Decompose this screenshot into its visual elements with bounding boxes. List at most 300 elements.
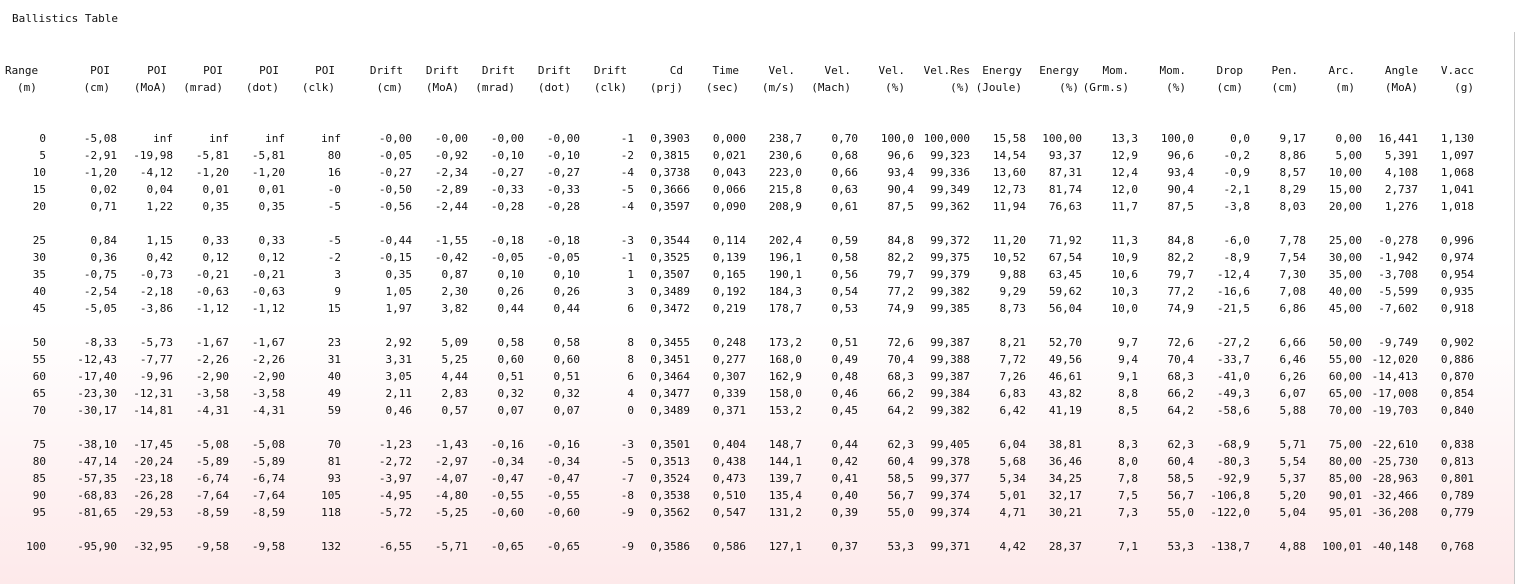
table-cell: -27,2 — [1216, 336, 1250, 349]
table-cell: 25 — [32, 234, 46, 247]
table-cell: -0,47 — [546, 472, 580, 485]
table-cell: -0,05 — [546, 251, 580, 264]
table-cell: 85,00 — [1328, 472, 1362, 485]
table-cell: 0,02 — [90, 183, 117, 196]
table-row — [0, 283, 1495, 300]
table-cell: -5 — [620, 455, 634, 468]
table-cell: 99,323 — [930, 149, 970, 162]
table-cell: 68,3 — [887, 370, 914, 383]
table-cell: 0,60 — [553, 353, 580, 366]
table-cell: 0,45 — [831, 404, 858, 417]
column-header-label: Drift — [593, 64, 627, 77]
table-cell: 215,8 — [768, 183, 802, 196]
table-cell: -3 — [620, 234, 634, 247]
table-cell: 6,66 — [1279, 336, 1306, 349]
table-cell: -0,50 — [378, 183, 412, 196]
table-cell: 8,0 — [1118, 455, 1138, 468]
table-cell: 0,3455 — [650, 336, 690, 349]
table-cell: 8,29 — [1279, 183, 1306, 196]
table-cell: 0,61 — [831, 200, 858, 213]
table-cell: 55 — [32, 353, 46, 366]
table-cell: 60,00 — [1328, 370, 1362, 383]
table-cell: 2,92 — [385, 336, 412, 349]
table-cell: 0,60 — [497, 353, 524, 366]
table-cell: 3 — [334, 268, 341, 281]
table-cell: 4,44 — [441, 370, 468, 383]
table-cell: 63,45 — [1048, 268, 1082, 281]
column-header-label: Angle — [1384, 64, 1418, 77]
table-cell: 0,192 — [712, 285, 746, 298]
table-cell: 0,10 — [497, 268, 524, 281]
table-cell: -57,35 — [77, 472, 117, 485]
table-cell: -1,55 — [434, 234, 468, 247]
table-cell: 0,40 — [831, 489, 858, 502]
table-cell: 100,000 — [923, 132, 970, 145]
table-cell: 168,0 — [768, 353, 802, 366]
table-cell: -16,6 — [1216, 285, 1250, 298]
table-cell: 0,49 — [831, 353, 858, 366]
table-cell: 0,840 — [1440, 404, 1474, 417]
table-cell: 0,918 — [1440, 302, 1474, 315]
table-cell: 14,54 — [992, 149, 1026, 162]
table-cell: -4,12 — [139, 166, 173, 179]
table-cell: 0,954 — [1440, 268, 1474, 281]
table-cell: 0,71 — [90, 200, 117, 213]
column-header-unit: (cm) — [83, 81, 110, 94]
table-cell: 40,00 — [1328, 285, 1362, 298]
table-cell: -0,60 — [490, 506, 524, 519]
table-cell: -0,00 — [378, 132, 412, 145]
table-cell: -0,9 — [1223, 166, 1250, 179]
table-cell: 9,7 — [1118, 336, 1138, 349]
table-cell: -1,12 — [251, 302, 285, 315]
table-cell: 1,018 — [1440, 200, 1474, 213]
table-cell: -5,71 — [434, 540, 468, 553]
table-cell: 81 — [327, 455, 341, 468]
column-header-label: Vel. — [878, 64, 905, 77]
table-cell: -20,24 — [133, 455, 173, 468]
table-cell: inf — [321, 132, 341, 145]
table-cell: -58,6 — [1216, 404, 1250, 417]
table-cell: 0,3666 — [650, 183, 690, 196]
table-row — [0, 385, 1495, 402]
table-cell: 0,84 — [90, 234, 117, 247]
table-cell: 0,3525 — [650, 251, 690, 264]
table-cell: 71,92 — [1048, 234, 1082, 247]
table-cell: -6,55 — [378, 540, 412, 553]
table-cell: -0,63 — [195, 285, 229, 298]
table-cell: -0,16 — [490, 438, 524, 451]
table-cell: 0,41 — [831, 472, 858, 485]
table-cell: -0,16 — [546, 438, 580, 451]
table-cell: 0,586 — [712, 540, 746, 553]
table-cell: 0,547 — [712, 506, 746, 519]
table-cell: -0,33 — [490, 183, 524, 196]
table-cell: 16,441 — [1378, 132, 1418, 145]
table-cell: 67,54 — [1048, 251, 1082, 264]
table-cell: 190,1 — [768, 268, 802, 281]
table-cell: -2,97 — [434, 455, 468, 468]
table-cell: 8,73 — [999, 302, 1026, 315]
column-header-unit: (Mach) — [811, 81, 851, 94]
table-cell: -8,9 — [1223, 251, 1250, 264]
table-cell: 9 — [334, 285, 341, 298]
table-cell: 1,276 — [1384, 200, 1418, 213]
table-cell: 8,3 — [1118, 438, 1138, 451]
table-cell: 53,3 — [887, 540, 914, 553]
table-cell: 76,63 — [1048, 200, 1082, 213]
table-cell: 5,34 — [999, 472, 1026, 485]
table-cell: -12,020 — [1371, 353, 1418, 366]
table-cell: -0,55 — [490, 489, 524, 502]
table-cell: 196,1 — [768, 251, 802, 264]
table-cell: -2,89 — [434, 183, 468, 196]
table-cell: 0,996 — [1440, 234, 1474, 247]
table-row — [0, 198, 1495, 215]
table-cell: 0,48 — [831, 370, 858, 383]
table-cell: 12,0 — [1111, 183, 1138, 196]
table-cell: 96,6 — [887, 149, 914, 162]
table-cell: 135,4 — [768, 489, 802, 502]
table-cell: 65,00 — [1328, 387, 1362, 400]
column-header-unit: (g) — [1454, 81, 1474, 94]
table-cell: 5,71 — [1279, 438, 1306, 451]
table-cell: 0,32 — [553, 387, 580, 400]
table-cell: 1,130 — [1440, 132, 1474, 145]
table-cell: 65 — [32, 387, 46, 400]
table-cell: -0,21 — [251, 268, 285, 281]
table-cell: 30,00 — [1328, 251, 1362, 264]
table-cell: 2,30 — [441, 285, 468, 298]
column-header-label: Drift — [481, 64, 515, 77]
table-cell: 0,12 — [202, 251, 229, 264]
table-cell: 87,5 — [1167, 200, 1194, 213]
table-cell: 0,277 — [712, 353, 746, 366]
table-cell: -21,5 — [1216, 302, 1250, 315]
table-cell: 85 — [32, 472, 46, 485]
table-cell: 0,44 — [497, 302, 524, 315]
table-row — [0, 334, 1495, 351]
column-header-unit: (m) — [17, 81, 37, 94]
table-cell: 9,88 — [999, 268, 1026, 281]
table-cell: 0,57 — [441, 404, 468, 417]
column-header-label: Vel. — [824, 64, 851, 77]
table-cell: 64,2 — [887, 404, 914, 417]
table-cell: 68,3 — [1167, 370, 1194, 383]
table-cell: -5,89 — [195, 455, 229, 468]
column-header — [1404, 62, 1474, 96]
table-cell: 15 — [327, 302, 341, 315]
table-cell: -0,65 — [490, 540, 524, 553]
table-cell: 15,00 — [1328, 183, 1362, 196]
table-cell: 0,3562 — [650, 506, 690, 519]
column-header-label: Arc. — [1328, 64, 1355, 77]
column-header-label: Mom. — [1102, 64, 1129, 77]
table-cell: -2,90 — [251, 370, 285, 383]
table-cell: 0,404 — [712, 438, 746, 451]
table-cell: -3,86 — [139, 302, 173, 315]
table-cell: 0 — [39, 132, 46, 145]
table-cell: 0,3538 — [650, 489, 690, 502]
table-cell: -9,58 — [195, 540, 229, 553]
table-cell: 0,36 — [90, 251, 117, 264]
table-cell: 84,8 — [1167, 234, 1194, 247]
table-cell: 0,510 — [712, 489, 746, 502]
table-cell: 1,15 — [146, 234, 173, 247]
table-cell: 0,307 — [712, 370, 746, 383]
table-row — [0, 538, 1495, 555]
table-cell: -2,54 — [83, 285, 117, 298]
table-cell: -1,20 — [195, 166, 229, 179]
table-cell: -4,07 — [434, 472, 468, 485]
table-cell: 3 — [627, 285, 634, 298]
window-title: Ballistics Table — [12, 12, 118, 25]
table-cell: 0,248 — [712, 336, 746, 349]
table-cell: 12,4 — [1111, 166, 1138, 179]
table-cell: 70,00 — [1328, 404, 1362, 417]
table-cell: 99,336 — [930, 166, 970, 179]
table-cell: 74,9 — [887, 302, 914, 315]
table-cell: 0,789 — [1440, 489, 1474, 502]
table-cell: 50 — [32, 336, 46, 349]
table-cell: 162,9 — [768, 370, 802, 383]
table-cell: -41,0 — [1216, 370, 1250, 383]
table-cell: 31 — [327, 353, 341, 366]
table-cell: 87,5 — [887, 200, 914, 213]
table-cell: 0,3489 — [650, 404, 690, 417]
table-cell: 12,73 — [992, 183, 1026, 196]
table-cell: 0,58 — [831, 251, 858, 264]
table-cell: -5,05 — [83, 302, 117, 315]
table-row — [0, 130, 1495, 147]
table-cell: 96,6 — [1167, 149, 1194, 162]
table-cell: 56,04 — [1048, 302, 1082, 315]
table-cell: 15 — [32, 183, 46, 196]
table-cell: -0,47 — [490, 472, 524, 485]
table-cell: 0,3544 — [650, 234, 690, 247]
table-row — [0, 351, 1495, 368]
table-row — [0, 232, 1495, 249]
table-cell: 131,2 — [768, 506, 802, 519]
table-cell: 6 — [627, 370, 634, 383]
table-cell: 62,3 — [1167, 438, 1194, 451]
table-cell: 0,371 — [712, 404, 746, 417]
table-cell: 8,57 — [1279, 166, 1306, 179]
column-header-label: Pen. — [1271, 64, 1298, 77]
table-cell: 1,05 — [385, 285, 412, 298]
table-cell: 6 — [627, 302, 634, 315]
table-cell: 40 — [327, 370, 341, 383]
table-cell: 82,2 — [887, 251, 914, 264]
table-cell: 5,20 — [1279, 489, 1306, 502]
table-cell: -3,8 — [1223, 200, 1250, 213]
table-cell: 11,7 — [1111, 200, 1138, 213]
column-header-unit: (MoA) — [1384, 81, 1418, 94]
table-cell: 230,6 — [768, 149, 802, 162]
table-cell: -0,00 — [434, 132, 468, 145]
table-cell: 84,8 — [887, 234, 914, 247]
table-cell: -0,34 — [490, 455, 524, 468]
table-cell: 0,59 — [831, 234, 858, 247]
table-cell: 23 — [327, 336, 341, 349]
table-cell: 2,737 — [1384, 183, 1418, 196]
table-cell: 7,5 — [1118, 489, 1138, 502]
table-cell: 100,00 — [1042, 132, 1082, 145]
table-cell: -0,55 — [546, 489, 580, 502]
table-cell: 0,53 — [831, 302, 858, 315]
table-cell: -9 — [620, 540, 634, 553]
table-cell: -30,17 — [77, 404, 117, 417]
table-cell: 45,00 — [1328, 302, 1362, 315]
table-cell: 66,2 — [887, 387, 914, 400]
table-cell: 0,3903 — [650, 132, 690, 145]
table-cell: -5 — [327, 234, 341, 247]
table-cell: -6,0 — [1223, 234, 1250, 247]
table-cell: 4,108 — [1384, 166, 1418, 179]
table-cell: 178,7 — [768, 302, 802, 315]
table-cell: 0,51 — [831, 336, 858, 349]
table-cell: 100,0 — [880, 132, 914, 145]
table-cell: 0,00 — [1335, 132, 1362, 145]
table-cell: 59 — [327, 404, 341, 417]
table-cell: -5,08 — [83, 132, 117, 145]
table-cell: -3,58 — [195, 387, 229, 400]
table-cell: -0,73 — [139, 268, 173, 281]
table-cell: 11,20 — [992, 234, 1026, 247]
column-header-label: Drift — [369, 64, 403, 77]
table-cell: 0,139 — [712, 251, 746, 264]
table-cell: -38,10 — [77, 438, 117, 451]
table-cell: 95 — [32, 506, 46, 519]
column-header-label: Mom. — [1159, 64, 1186, 77]
table-cell: 10 — [32, 166, 46, 179]
table-cell: -2,91 — [83, 149, 117, 162]
table-cell: -9,749 — [1378, 336, 1418, 349]
table-cell: -0,21 — [195, 268, 229, 281]
table-cell: 0,56 — [831, 268, 858, 281]
table-cell: 6,26 — [1279, 370, 1306, 383]
table-cell: 0,37 — [831, 540, 858, 553]
table-cell: 30 — [32, 251, 46, 264]
table-cell: 11,94 — [992, 200, 1026, 213]
table-cell: -68,9 — [1216, 438, 1250, 451]
table-cell: -0,18 — [546, 234, 580, 247]
column-header-label: Energy — [982, 64, 1022, 77]
table-cell: 10,9 — [1111, 251, 1138, 264]
table-cell: 0,870 — [1440, 370, 1474, 383]
table-cell: 58,5 — [887, 472, 914, 485]
table-cell: 7,72 — [999, 353, 1026, 366]
table-cell: 55,0 — [1167, 506, 1194, 519]
table-cell: -2 — [620, 149, 634, 162]
table-cell: 0,35 — [258, 200, 285, 213]
table-cell: 5,25 — [441, 353, 468, 366]
table-cell: 81,74 — [1048, 183, 1082, 196]
table-cell: -8,59 — [195, 506, 229, 519]
column-header-unit: (cm) — [376, 81, 403, 94]
table-cell: 72,6 — [1167, 336, 1194, 349]
table-cell: 0,12 — [258, 251, 285, 264]
table-cell: -0,34 — [546, 455, 580, 468]
table-cell: 0,66 — [831, 166, 858, 179]
table-cell: -17,008 — [1371, 387, 1418, 400]
table-cell: -28,963 — [1371, 472, 1418, 485]
table-cell: 99,377 — [930, 472, 970, 485]
table-cell: 16 — [327, 166, 341, 179]
table-cell: -9,58 — [251, 540, 285, 553]
table-cell: -12,43 — [77, 353, 117, 366]
table-cell: 43,82 — [1048, 387, 1082, 400]
table-row — [0, 164, 1495, 181]
table-cell: -0,10 — [546, 149, 580, 162]
table-cell: 105 — [321, 489, 341, 502]
table-cell: 0,39 — [831, 506, 858, 519]
table-cell: 99,405 — [930, 438, 970, 451]
table-cell: 10,0 — [1111, 302, 1138, 315]
table-cell: -1,23 — [378, 438, 412, 451]
table-cell: 0,438 — [712, 455, 746, 468]
table-cell: 0 — [627, 404, 634, 417]
table-cell: 0,58 — [497, 336, 524, 349]
table-cell: 10,6 — [1111, 268, 1138, 281]
table-cell: 0,07 — [497, 404, 524, 417]
table-cell: -8 — [620, 489, 634, 502]
table-cell: -0,27 — [546, 166, 580, 179]
table-cell: 1,068 — [1440, 166, 1474, 179]
table-cell: -5,81 — [195, 149, 229, 162]
table-cell: 4,42 — [999, 540, 1026, 553]
table-cell: 93,4 — [887, 166, 914, 179]
table-cell: 10,00 — [1328, 166, 1362, 179]
table-cell: -2,1 — [1223, 183, 1250, 196]
table-cell: 139,7 — [768, 472, 802, 485]
table-cell: 64,2 — [1167, 404, 1194, 417]
table-cell: 50,00 — [1328, 336, 1362, 349]
table-cell: 0,42 — [146, 251, 173, 264]
table-cell: 0,63 — [831, 183, 858, 196]
table-cell: 0,838 — [1440, 438, 1474, 451]
table-cell: 0,021 — [712, 149, 746, 162]
table-cell: 7,1 — [1118, 540, 1138, 553]
table-cell: 7,78 — [1279, 234, 1306, 247]
table-cell: 7,30 — [1279, 268, 1306, 281]
table-cell: 100,0 — [1160, 132, 1194, 145]
table-cell: 0,51 — [497, 370, 524, 383]
table-cell: 8,03 — [1279, 200, 1306, 213]
table-cell: 35 — [32, 268, 46, 281]
table-cell: 208,9 — [768, 200, 802, 213]
table-cell: 99,374 — [930, 506, 970, 519]
table-cell: -32,95 — [133, 540, 173, 553]
table-cell: -2,90 — [195, 370, 229, 383]
table-cell: 70 — [327, 438, 341, 451]
column-header-unit: (MoA) — [133, 81, 167, 94]
table-cell: -2,18 — [139, 285, 173, 298]
table-cell: 46,61 — [1048, 370, 1082, 383]
table-cell: 70,4 — [1167, 353, 1194, 366]
table-cell: 56,7 — [1167, 489, 1194, 502]
table-cell: 70,4 — [887, 353, 914, 366]
table-cell: 75,00 — [1328, 438, 1362, 451]
table-cell: -7,602 — [1378, 302, 1418, 315]
table-cell: 5,68 — [999, 455, 1026, 468]
table-cell: 87,31 — [1048, 166, 1082, 179]
table-cell: -7,64 — [195, 489, 229, 502]
table-row — [0, 436, 1495, 453]
column-header-unit: (dot) — [537, 81, 571, 94]
table-cell: 2,83 — [441, 387, 468, 400]
table-cell: 7,8 — [1118, 472, 1138, 485]
